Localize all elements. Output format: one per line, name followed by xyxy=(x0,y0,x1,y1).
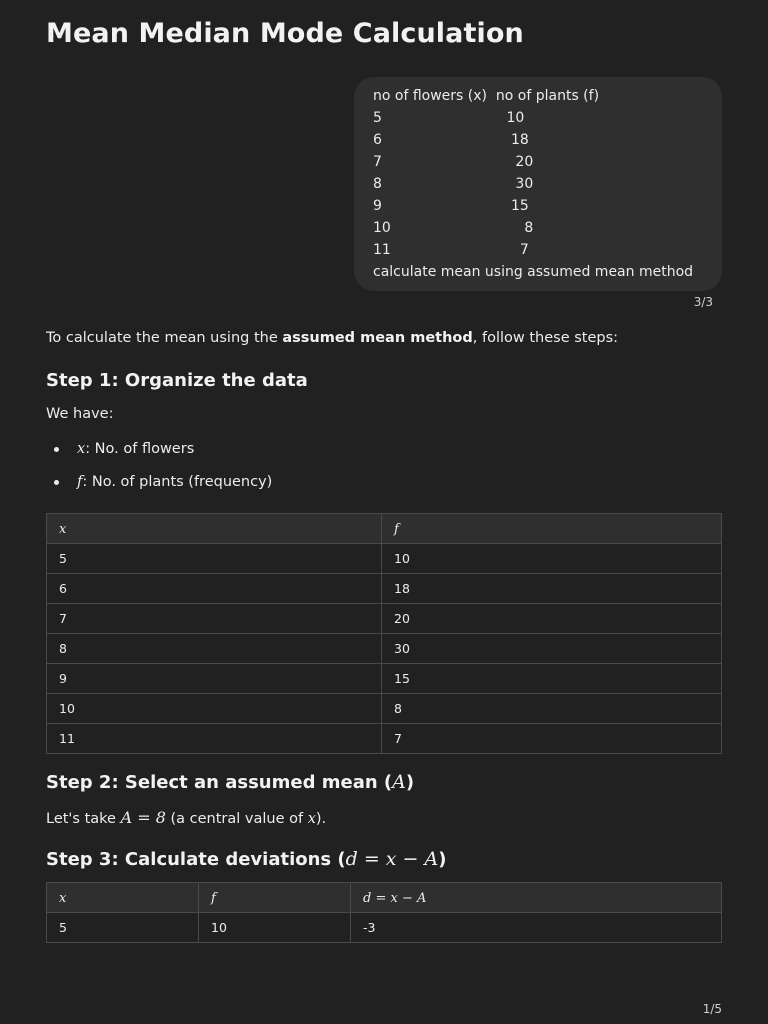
heading-text: Step 3: Calculate deviations ( xyxy=(46,849,346,870)
table-cell: 18 xyxy=(382,574,722,604)
intro-text-end: , follow these steps: xyxy=(472,330,619,346)
deviations-table xyxy=(46,882,722,943)
table-header-cell xyxy=(199,883,351,913)
list-item xyxy=(46,470,272,503)
table-cell: 11 xyxy=(47,724,382,754)
table-header-row xyxy=(47,883,722,913)
math-expression: d = x − A xyxy=(345,848,439,870)
body-text: (a central value of xyxy=(165,811,308,827)
header-math: d = x − A xyxy=(363,890,427,906)
user-message-line: 7 20 xyxy=(373,154,534,170)
header-math: x xyxy=(59,521,67,537)
header-math: f xyxy=(394,521,399,537)
table-header-row xyxy=(47,514,722,544)
list-item xyxy=(46,437,272,470)
math-symbol: x xyxy=(77,441,86,457)
page-indicator: 1/5 xyxy=(702,1002,722,1016)
intro-bold-text: assumed mean method xyxy=(282,330,473,346)
table-cell: 30 xyxy=(382,634,722,664)
message-version-pager[interactable]: 3/3 xyxy=(693,295,713,309)
user-message-line: 11 7 xyxy=(373,242,529,258)
user-message-line: no of flowers (x) no of plants (f) xyxy=(373,88,600,104)
table-row xyxy=(47,724,722,754)
list-item-text: : No. of flowers xyxy=(85,441,195,457)
table-row xyxy=(47,664,722,694)
table-row xyxy=(47,604,722,634)
math-symbol: x xyxy=(307,811,316,827)
math-expression: A = 8 xyxy=(120,808,166,827)
header-math: f xyxy=(211,890,216,906)
we-have-text: We have: xyxy=(46,406,114,422)
list-item-text: : No. of plants (frequency) xyxy=(82,474,273,490)
math-symbol: f xyxy=(77,474,83,490)
math-symbol: A xyxy=(392,771,406,793)
user-message-line: calculate mean using assumed mean method xyxy=(373,264,694,280)
table-row xyxy=(47,913,722,943)
frequency-table xyxy=(46,513,722,754)
step1-heading: Step 1: Organize the data xyxy=(46,370,308,391)
table-cell: 9 xyxy=(47,664,382,694)
table-row xyxy=(47,544,722,574)
table-cell: 5 xyxy=(47,913,199,943)
table-cell: 20 xyxy=(382,604,722,634)
variables-list xyxy=(46,437,272,503)
intro-paragraph xyxy=(46,330,618,346)
table-cell: 7 xyxy=(47,604,382,634)
table-cell: 8 xyxy=(382,694,722,724)
user-message-line: 9 15 xyxy=(373,198,529,214)
page-title: Mean Median Mode Calculation xyxy=(46,18,524,49)
user-message-line: 8 30 xyxy=(373,176,534,192)
user-message-line: 10 8 xyxy=(373,220,534,236)
user-message-line: 6 18 xyxy=(373,132,529,148)
table-cell: 5 xyxy=(47,544,382,574)
table-header-cell xyxy=(47,514,382,544)
step2-heading xyxy=(46,771,414,793)
intro-text: To calculate the mean using the xyxy=(46,330,283,346)
table-header-cell xyxy=(351,883,722,913)
table-cell: 10 xyxy=(382,544,722,574)
heading-text: ) xyxy=(405,772,415,793)
body-text: ). xyxy=(315,811,327,827)
user-message-line: 5 10 xyxy=(373,110,525,126)
table-cell: 7 xyxy=(382,724,722,754)
header-math: x xyxy=(59,890,67,906)
table-header-cell xyxy=(47,883,199,913)
table-row xyxy=(47,634,722,664)
table-cell: 6 xyxy=(47,574,382,604)
table-cell: 15 xyxy=(382,664,722,694)
table-header-cell xyxy=(382,514,722,544)
table-row xyxy=(47,694,722,724)
assumed-mean-text xyxy=(46,808,326,827)
heading-text: Step 2: Select an assumed mean ( xyxy=(46,772,393,793)
table-cell: 8 xyxy=(47,634,382,664)
body-text: Let's take xyxy=(46,811,121,827)
user-message-bubble xyxy=(354,77,722,291)
step3-heading xyxy=(46,848,446,870)
heading-text: ) xyxy=(438,849,447,870)
table-row xyxy=(47,574,722,604)
table-cell: 10 xyxy=(199,913,351,943)
table-cell: -3 xyxy=(351,913,722,943)
table-cell: 10 xyxy=(47,694,382,724)
